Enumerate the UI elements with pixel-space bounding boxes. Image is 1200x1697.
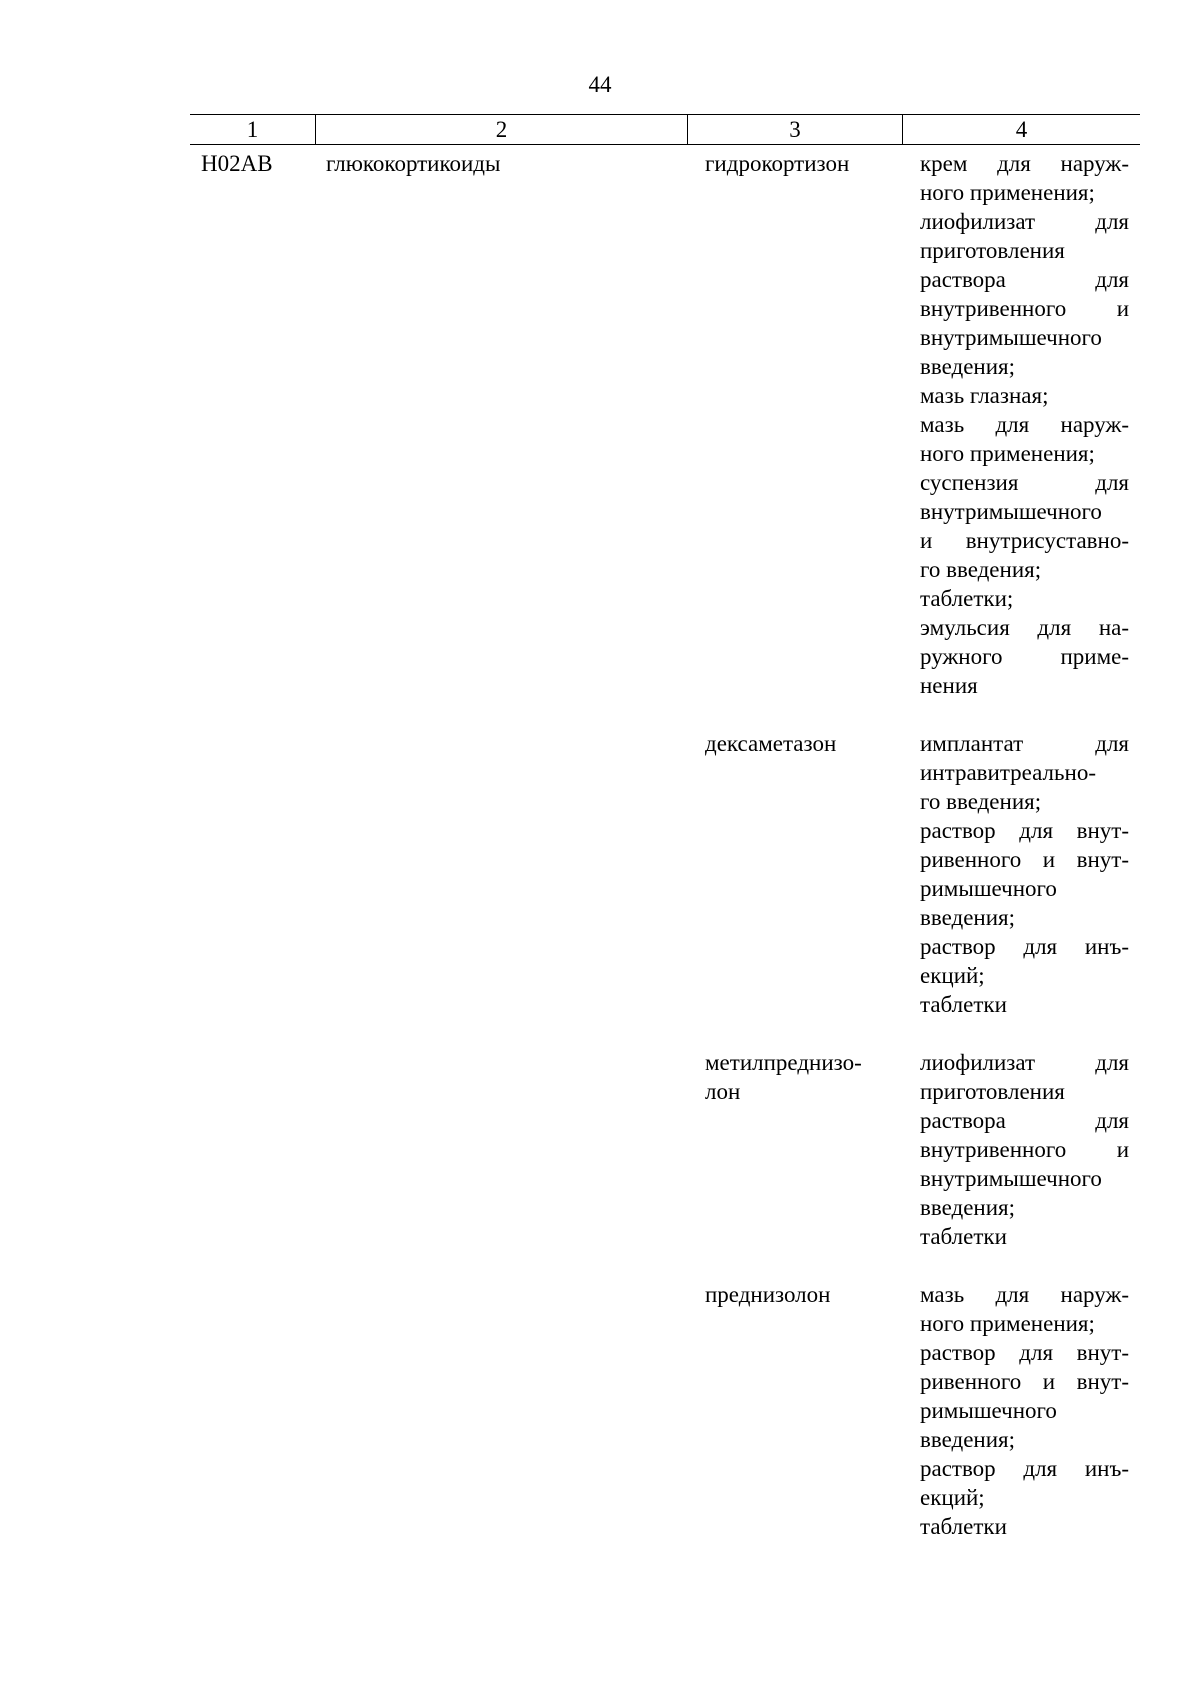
drug-name-line: метилпреднизо- <box>705 1050 862 1075</box>
dosage-form-line: раствор для внут- <box>920 818 1129 843</box>
dosage-forms <box>920 729 1129 1019</box>
dosage-form-line: екций; <box>920 963 985 988</box>
dosage-form-line: ного применения; <box>920 1311 1095 1336</box>
dosage-form-line: таблетки; <box>920 586 1014 611</box>
dosage-form-line: введения; <box>920 354 1015 379</box>
drug-name-line: лон <box>705 1079 741 1104</box>
dosage-form-line: приготовления <box>920 238 1065 263</box>
header-col-2: 2 <box>315 115 687 144</box>
drug-name <box>705 1048 895 1106</box>
dosage-form-line: имплантат для <box>920 731 1129 756</box>
drug-name <box>705 149 895 178</box>
header-col-4: 4 <box>902 115 1140 144</box>
dosage-form-line: раствора для <box>920 267 1129 292</box>
dosage-forms <box>920 149 1129 700</box>
dosage-form-line: внутримышечного <box>920 499 1102 524</box>
dosage-form-line: таблетки <box>920 992 1007 1017</box>
dosage-form-line: раствор для внут- <box>920 1340 1129 1365</box>
drug-name <box>705 1280 895 1309</box>
dosage-form-line: ривенного и внут- <box>920 1369 1129 1394</box>
dosage-form-line: введения; <box>920 1427 1015 1452</box>
dosage-form-line: таблетки <box>920 1224 1007 1249</box>
dosage-form-line: введения; <box>920 905 1015 930</box>
dosage-form-line: введения; <box>920 1195 1015 1220</box>
table-header <box>190 114 1140 145</box>
dosage-form-line: го введения; <box>920 557 1042 582</box>
dosage-form-line: ружного приме- <box>920 644 1129 669</box>
dosage-form-line: раствор для инъ- <box>920 934 1129 959</box>
dosage-form-line: приготовления <box>920 1079 1065 1104</box>
dosage-form-line: раствор для инъ- <box>920 1456 1129 1481</box>
dosage-form-line: мазь для наруж- <box>920 412 1129 437</box>
dosage-form-line: внутримышечного <box>920 325 1102 350</box>
dosage-form-line: нения <box>920 673 978 698</box>
dosage-form-line: внутримышечного <box>920 1166 1102 1191</box>
dosage-form-line: суспензия для <box>920 470 1129 495</box>
drug-name-line: преднизолон <box>705 1282 831 1307</box>
dosage-form-line: мазь для наруж- <box>920 1282 1129 1307</box>
dosage-form-line: интравитреально- <box>920 760 1096 785</box>
dosage-form-line: го введения; <box>920 789 1042 814</box>
dosage-form-line: ривенного и внут- <box>920 847 1129 872</box>
drug-name <box>705 729 895 758</box>
header-col-1: 1 <box>246 117 259 142</box>
dosage-form-line: мазь глазная; <box>920 383 1049 408</box>
dosage-form-line: римышечного <box>920 1398 1057 1423</box>
dosage-form-line: екций; <box>920 1485 985 1510</box>
dosage-form-line: внутривенного и <box>920 296 1129 321</box>
header-col-3: 3 <box>687 115 902 144</box>
dosage-form-line: таблетки <box>920 1514 1007 1539</box>
page-number: 44 <box>588 72 612 97</box>
dosage-form-line: раствора для <box>920 1108 1129 1133</box>
dosage-forms <box>920 1280 1129 1541</box>
drug-group: глюкокортикоиды <box>326 151 501 176</box>
dosage-form-line: лиофилизат для <box>920 1050 1129 1075</box>
dosage-form-line: лиофилизат для <box>920 209 1129 234</box>
dosage-form-line: ного применения; <box>920 180 1095 205</box>
dosage-form-line: ного применения; <box>920 441 1095 466</box>
dosage-form-line: эмульсия для на- <box>920 615 1129 640</box>
dosage-form-line: крем для наруж- <box>920 151 1129 176</box>
dosage-form-line: внутривенного и <box>920 1137 1129 1162</box>
dosage-form-line: и внутрисуставно- <box>920 528 1129 553</box>
dosage-forms <box>920 1048 1129 1251</box>
drug-name-line: гидрокортизон <box>705 151 850 176</box>
drug-name-line: дексаметазон <box>705 731 837 756</box>
dosage-form-line: римышечного <box>920 876 1057 901</box>
atc-code: H02AB <box>201 151 273 176</box>
